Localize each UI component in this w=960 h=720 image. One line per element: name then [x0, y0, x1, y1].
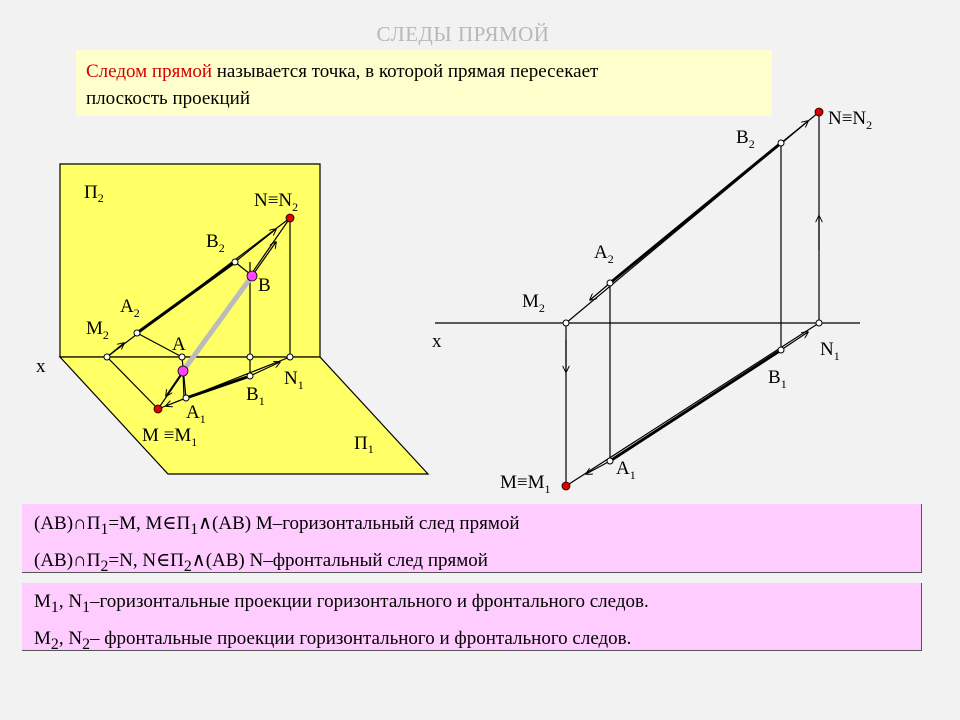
projection-arrow — [781, 332, 808, 350]
label-n1: $N_1$ — [284, 368, 304, 392]
label-m-m1: $M\equiv M_1$ — [500, 472, 551, 496]
label-n-n2: $N\equiv N_2$ — [828, 108, 873, 132]
page-title: СЛЕДЫ ПРЯМОЙ — [376, 22, 550, 46]
label-b: B — [258, 275, 271, 296]
point-m1 — [562, 482, 570, 490]
label-m2: $M_2$ — [86, 318, 109, 342]
trace-definition-box — [22, 504, 922, 573]
point-n1 — [287, 354, 293, 360]
point-a1 — [183, 395, 189, 401]
label-b2: $B_2$ — [206, 231, 225, 255]
point-m2 — [104, 354, 110, 360]
point-m1 — [154, 405, 162, 413]
frontal-projections-statement: $M_2$, $N_2-$ фронтальные проекции горизонтального и фронтального следов. — [34, 627, 632, 653]
horizontal-trace-statement: $(AB)\cap П_1=M$, $M\in П_1\wedge(AB)$ M–горизонтальный след прямой — [34, 513, 520, 538]
label-b1: $B_1$ — [768, 367, 787, 391]
point-a2 — [607, 280, 613, 286]
definition-term: Следом прямой — [86, 61, 213, 82]
label-a2: $A_2$ — [594, 242, 614, 266]
point-b2 — [778, 140, 784, 146]
definition-text: называется точка, в которой прямая пересекает — [212, 61, 599, 82]
label-a: A — [172, 334, 186, 355]
point-a1 — [607, 458, 613, 464]
label-m2: $M_2$ — [522, 291, 545, 315]
trace-projections-box — [22, 583, 922, 651]
point-n2 — [815, 108, 823, 116]
label-plane-p2: $П_2$ — [84, 182, 104, 205]
horizontal-projection-segment — [610, 350, 781, 461]
label-n-n2: $N\equiv N_2$ — [254, 190, 299, 214]
label-a1: $A_1$ — [616, 458, 636, 482]
point-b1 — [778, 347, 784, 353]
point-b — [247, 271, 257, 281]
left-diagram — [36, 164, 428, 474]
label-a1: $A_1$ — [186, 402, 206, 426]
label-axis-x: x — [432, 331, 442, 352]
frontal-trace-statement: $(AB)\cap П_2=N$, $N\in П_2\wedge(AB)$ N–фронтальный след прямой — [34, 549, 488, 575]
projection-arrow — [781, 121, 808, 143]
frontal-projection-segment — [610, 143, 781, 283]
point-a — [178, 366, 188, 376]
label-b2: $B_2$ — [736, 127, 755, 151]
point-a2 — [134, 330, 140, 336]
label-m-m1: $M \equiv M_1$ — [142, 425, 198, 449]
label-n1: $N_1$ — [820, 339, 840, 363]
label-plane-p1: $П_1$ — [354, 433, 374, 456]
projection-arrow — [590, 283, 610, 300]
label-a2: $A_2$ — [120, 296, 140, 320]
point-bx — [247, 354, 253, 360]
projection-arrow — [586, 461, 610, 474]
point-b2 — [232, 259, 238, 265]
right-diagram — [432, 108, 872, 496]
label-b1: $B_1$ — [246, 384, 265, 408]
label-axis-x: x — [36, 356, 46, 377]
point-n1 — [816, 320, 822, 326]
point-n2 — [286, 214, 294, 222]
horizontal-projections-statement: $M_1$, $N_1$–горизонтальные проекции горизонтального и фронтального следов. — [34, 591, 649, 616]
definition-text-line2: плоскость проекций — [86, 88, 251, 109]
point-m2 — [563, 320, 569, 326]
point-b1 — [247, 373, 253, 379]
